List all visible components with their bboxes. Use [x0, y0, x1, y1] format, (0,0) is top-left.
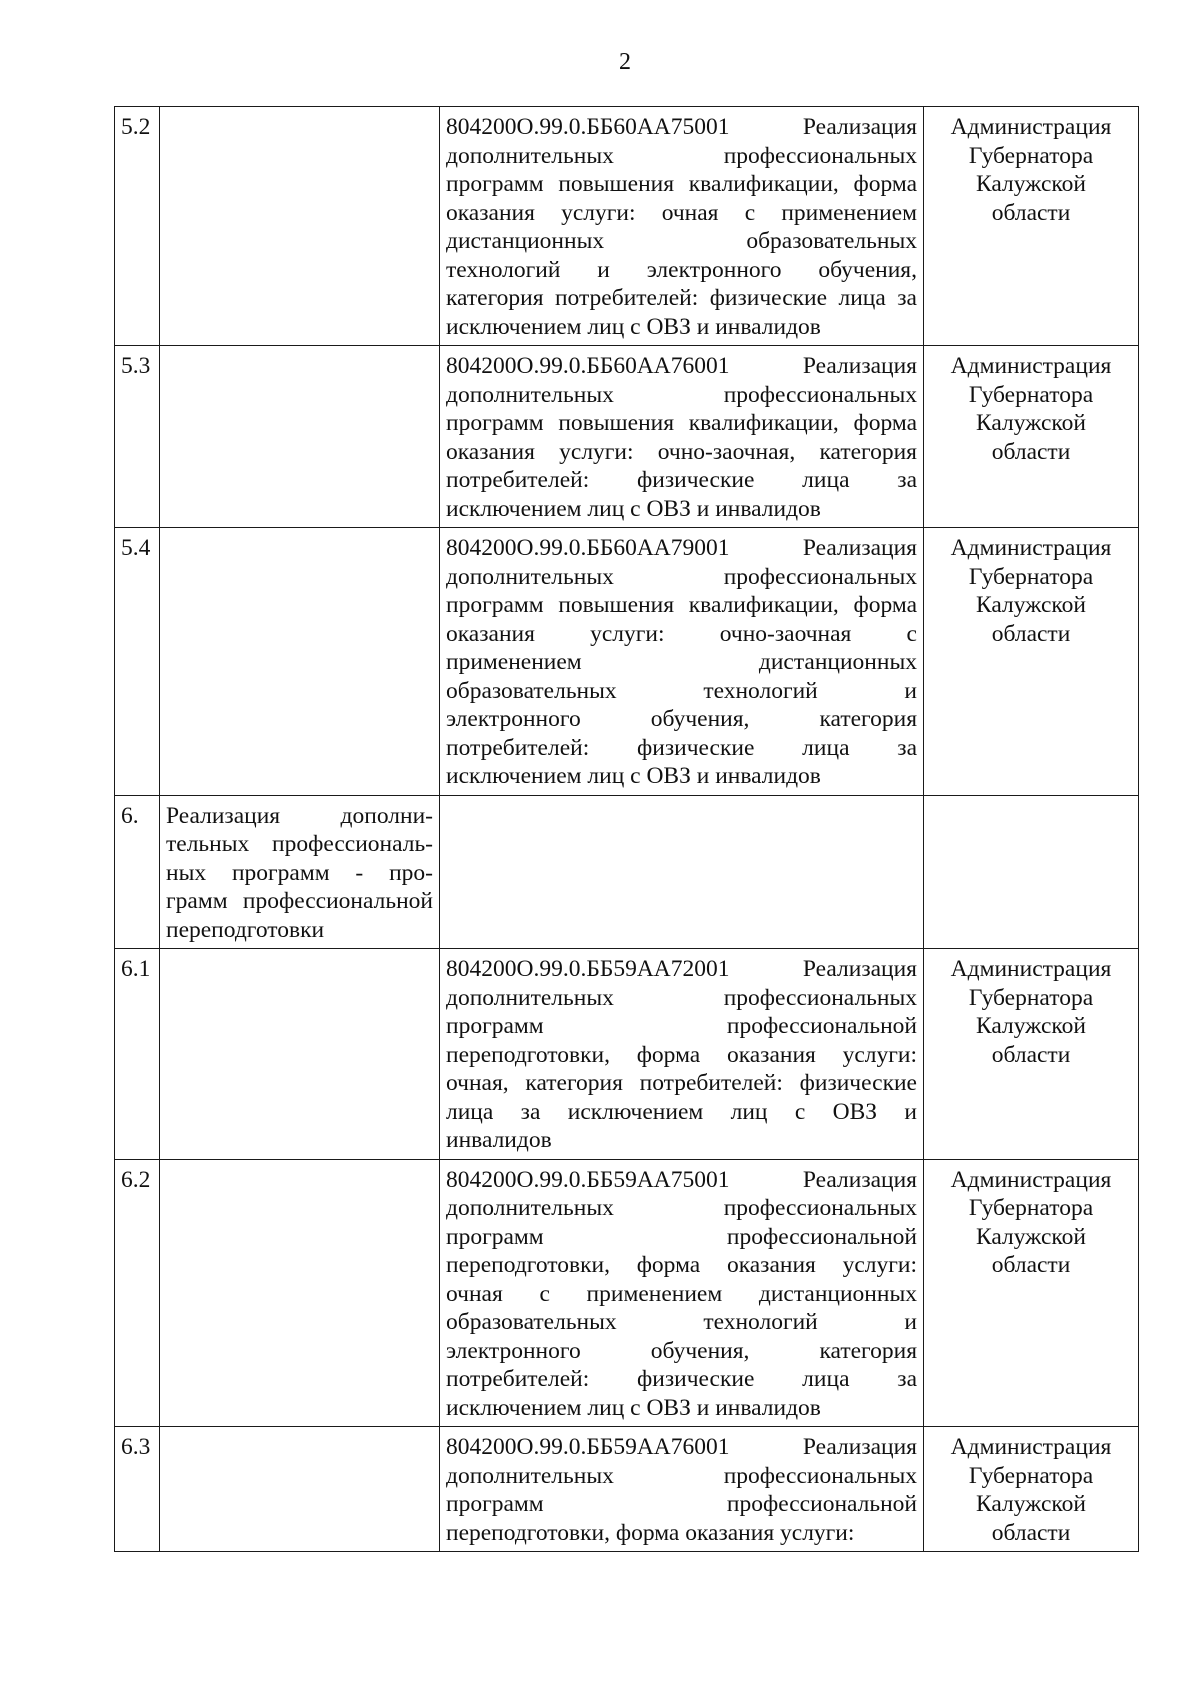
- row-number: 6.1: [115, 949, 160, 1160]
- organization-line: области: [991, 1041, 1071, 1068]
- service-description-line: потребителей: физические лица за: [446, 1366, 917, 1392]
- organization-cell: [924, 1427, 1139, 1552]
- row-number: 5.2: [115, 107, 160, 346]
- organization-line: Администрация: [950, 535, 1112, 561]
- row-number: 5.4: [115, 528, 160, 796]
- organization-line: Администрация: [950, 353, 1112, 379]
- service-description-cell: [440, 795, 924, 949]
- service-description-line: дополнительных профессиональных: [446, 1195, 917, 1221]
- service-description-cell: [440, 1427, 924, 1552]
- organization-cell: [924, 795, 1139, 949]
- service-description-line: электронного обучения, категория: [446, 706, 917, 732]
- program-name-cell: [160, 1427, 440, 1552]
- service-description-line: потребителей: физические лица за: [446, 734, 917, 761]
- service-description-line: дополнительных профессиональных: [446, 381, 917, 408]
- service-description-line: дополнительных профессиональных: [446, 1462, 917, 1489]
- organization-line: Губернатора: [968, 1462, 1094, 1489]
- organization-line: Администрация: [950, 114, 1112, 140]
- service-description-line: переподготовки, форма оказания услуги:: [446, 1252, 917, 1278]
- organization-line: Губернатора: [968, 984, 1094, 1011]
- service-description-line: исключением лиц с ОВЗ и инвалидов: [446, 763, 821, 789]
- service-description-line: технологий и электронного обучения,: [446, 256, 917, 283]
- organization-line: Калужской: [976, 171, 1086, 197]
- service-description-line: программ профессиональной: [446, 1491, 917, 1517]
- service-description-line: программ профессиональной: [446, 1223, 917, 1250]
- program-name-cell: [160, 107, 440, 346]
- table-row: [115, 795, 1139, 949]
- service-description-line: 804200О.99.0.ББ59АА76001 Реализация: [446, 1434, 917, 1460]
- organization-line: области: [991, 1519, 1071, 1546]
- organization-cell: [924, 1159, 1139, 1427]
- program-name-cell: [160, 795, 440, 949]
- service-description-line: очная, категория потребителей: физические: [446, 1070, 917, 1096]
- program-name-cell: [160, 949, 440, 1160]
- service-description-line: дистанционных образовательных: [446, 228, 917, 254]
- service-description-line: электронного обучения, категория: [446, 1337, 917, 1364]
- organization-cell: [924, 949, 1139, 1160]
- row-number: 5.3: [115, 346, 160, 528]
- service-description-line: оказания услуги: очная с применением: [446, 199, 917, 226]
- service-description-line: очная с применением дистанционных: [446, 1280, 917, 1307]
- service-description-line: лица за исключением лиц с ОВЗ и: [446, 1098, 917, 1125]
- service-description-cell: [440, 1159, 924, 1427]
- service-description-line: 804200О.99.0.ББ59АА72001 Реализация: [446, 956, 917, 982]
- service-description-cell: [440, 346, 924, 528]
- organization-line: Калужской: [976, 1223, 1086, 1250]
- organization-line: Губернатора: [968, 381, 1094, 408]
- program-name-cell: [160, 1159, 440, 1427]
- service-description-line: программ профессиональной: [446, 1013, 917, 1039]
- row-number: 6.2: [115, 1159, 160, 1427]
- service-description-line: исключением лиц с ОВЗ и инвалидов: [446, 495, 821, 522]
- services-table-body: [115, 107, 1139, 1552]
- organization-line: Губернатора: [968, 563, 1094, 590]
- service-description-line: исключением лиц с ОВЗ и инвалидов: [446, 1394, 821, 1421]
- program-name-line: Реализация дополни-: [166, 802, 433, 829]
- program-name-cell: [160, 346, 440, 528]
- service-description-line: дополнительных профессиональных: [446, 563, 917, 590]
- service-description-line: исключением лиц с ОВЗ и инвалидов: [446, 313, 821, 340]
- row-number: 6.3: [115, 1427, 160, 1552]
- service-description-cell: [440, 107, 924, 346]
- program-name-cell: [160, 528, 440, 796]
- organization-line: Калужской: [976, 410, 1086, 436]
- service-description-line: оказания услуги: очно-заочная с: [446, 620, 917, 647]
- organization-line: Калужской: [976, 1013, 1086, 1039]
- page-number: 2: [619, 49, 631, 75]
- service-description-line: 804200О.99.0.ББ60АА76001 Реализация: [446, 353, 917, 379]
- organization-line: Администрация: [950, 956, 1112, 982]
- organization-line: Калужской: [976, 1491, 1086, 1517]
- program-name-line: переподготовки: [166, 916, 325, 943]
- organization-line: Администрация: [950, 1166, 1112, 1193]
- organization-cell: [924, 528, 1139, 796]
- table-row: [115, 1427, 1139, 1552]
- service-description-line: категория потребителей: физические лица за: [446, 285, 917, 311]
- table-row: [115, 346, 1139, 528]
- service-description-line: оказания услуги: очно-заочная, категория: [446, 438, 917, 465]
- program-name-line: тельных профессиональ-: [166, 831, 433, 857]
- service-description-line: программ повышения квалификации, форма: [446, 592, 917, 618]
- service-description-line: 804200О.99.0.ББ60АА79001 Реализация: [446, 535, 917, 561]
- table-row: [115, 1159, 1139, 1427]
- program-name-line: грамм профессиональной: [166, 888, 433, 914]
- service-description-line: программ повышения квалификации, форма: [446, 171, 917, 197]
- service-description-line: применением дистанционных: [446, 649, 917, 675]
- service-description-line: 804200О.99.0.ББ59АА75001 Реализация: [446, 1166, 917, 1193]
- organization-line: области: [991, 1252, 1071, 1278]
- service-description-line: дополнительных профессиональных: [446, 142, 917, 169]
- service-description-line: 804200О.99.0.ББ60АА75001 Реализация: [446, 114, 917, 140]
- table-row: [115, 528, 1139, 796]
- program-name-line: ных программ - про-: [166, 859, 433, 886]
- services-table: [114, 106, 1139, 1552]
- service-description-line: программ повышения квалификации, форма: [446, 410, 917, 436]
- organization-line: Губернатора: [968, 1195, 1094, 1221]
- row-number: 6.: [115, 795, 160, 949]
- organization-cell: [924, 346, 1139, 528]
- service-description-line: инвалидов: [446, 1127, 552, 1153]
- organization-cell: [924, 107, 1139, 346]
- service-description-line: образовательных технологий и: [446, 677, 917, 704]
- table-row: [115, 949, 1139, 1160]
- organization-line: области: [991, 438, 1071, 465]
- organization-line: области: [991, 620, 1071, 647]
- table-row: [115, 107, 1139, 346]
- service-description-cell: [440, 528, 924, 796]
- organization-line: области: [991, 199, 1071, 226]
- service-description-line: переподготовки, форма оказания услуги:: [446, 1041, 917, 1068]
- service-description-cell: [440, 949, 924, 1160]
- organization-line: Калужской: [976, 592, 1086, 618]
- service-description-line: потребителей: физические лица за: [446, 467, 917, 493]
- service-description-line: переподготовки, форма оказания услуги:: [446, 1519, 855, 1546]
- organization-line: Администрация: [950, 1434, 1112, 1460]
- service-description-line: образовательных технологий и: [446, 1309, 917, 1335]
- organization-line: Губернатора: [968, 142, 1094, 169]
- service-description-line: дополнительных профессиональных: [446, 984, 917, 1011]
